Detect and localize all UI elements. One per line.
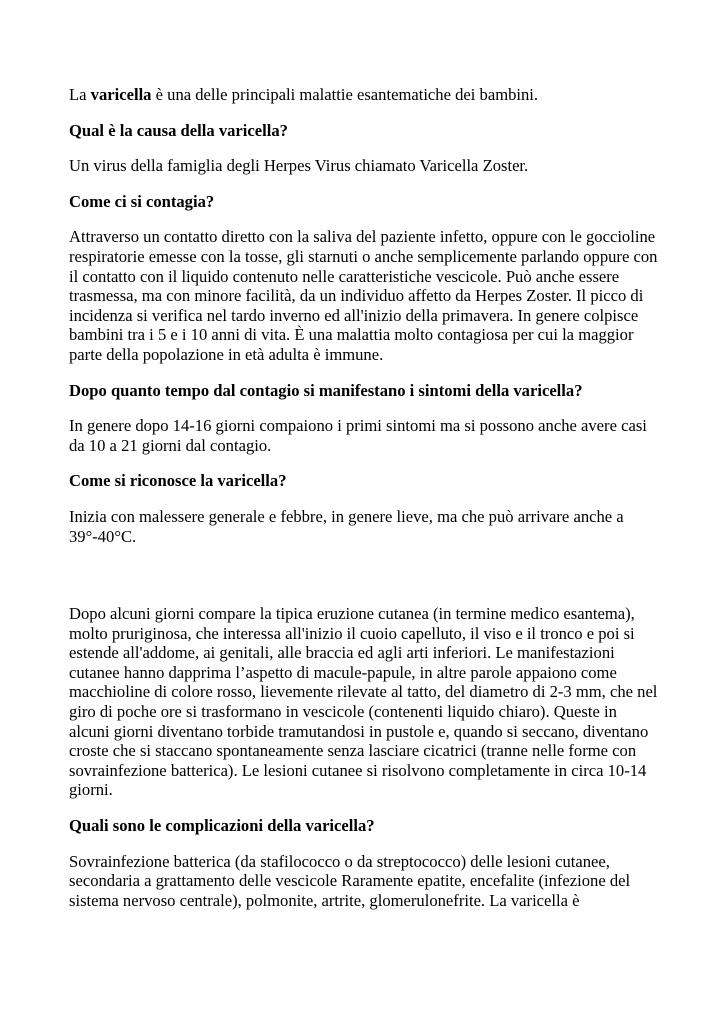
answer-cause: Un virus della famiglia degli Herpes Virus chiamato Varicella Zoster. — [69, 156, 529, 176]
answer-complications: Sovrainfezione batterica (da stafilococco o da streptococco) delle lesioni cutanee, secondaria a grattamento delle vescicole Raramente epatite, encefalite (infezione del sistema nervoso centrale), polmonite, artrite, glomerulonefrite. La varicella è — [69, 851, 631, 910]
intro-term: varicella — [90, 85, 152, 104]
question-complications: Quali sono le complicazioni della varicella? — [69, 816, 375, 836]
answer-incubation: In genere dopo 14-16 giorni compaiono i primi sintomi ma si possono anche avere casi da 10 a 21 giorni dal contagio. — [69, 416, 647, 455]
intro-suffix: è una delle principali malattie esantematiche dei bambini. — [151, 85, 539, 104]
question-cause: Qual è la causa della varicella? — [69, 120, 288, 140]
question-incubation: Dopo quanto tempo dal contagio si manifestano i sintomi della varicella? — [69, 380, 583, 400]
intro-prefix: La — [69, 85, 91, 104]
document-page — [69, 85, 661, 926]
question-recognition: Come si riconosce la varicella? — [69, 471, 287, 491]
intro-paragraph — [69, 85, 661, 105]
answer-contagion: Attraverso un contatto diretto con la saliva del paziente infetto, oppure con le goccioline respiratorie emesse con la tosse, gli starnuti o anche semplicemente parlando oppure con il contatto con il liquido contenuto nelle caratteristiche vescicole. Può anche essere trasmessa, ma con minore facilità, da un individuo affetto da Herpes Zoster. Il picco di incidenza si verifica nel tardo inverno ed all'inizio della primavera. In genere colpisce bambini tra i 5 e i 10 anni di vita. È una malattia molto contagiosa per cui la maggior parte della popolazione in età adulta è immune. — [69, 227, 658, 364]
question-contagion: Come ci si contagia? — [69, 191, 215, 211]
answer-recognition-detail: Dopo alcuni giorni compare la tipica eruzione cutanea (in termine medico esantema), molto pruriginosa, che interessa all'inizio il cuoio capelluto, il viso e il tronco e poi si estende all'addome, ai genitali, alle braccia ed agli arti inferiori. Le manifestazioni cutanee hanno dapprima l’aspetto di macule-papule, in altre parole appaiono come macchioline di colore rosso, lievemente rilevate al tatto, del diametro di 2-3 mm, che nel giro di poche ore si trasformano in vescicole (contenenti liquido chiaro). Queste in alcuni giorni diventano torbide tramutandosi in pustole e, quando si seccano, diventano croste che si staccano spontaneamente senza lasciare cicatrici (tranne nelle forme con sovrainfezione batterica). Le lesioni cutanee si risolvono completamente in circa 10-14 giorni. — [69, 604, 658, 800]
answer-recognition: Inizia con malessere generale e febbre, in genere lieve, ma che può arrivare anche a 39°-40°C. — [69, 506, 624, 546]
